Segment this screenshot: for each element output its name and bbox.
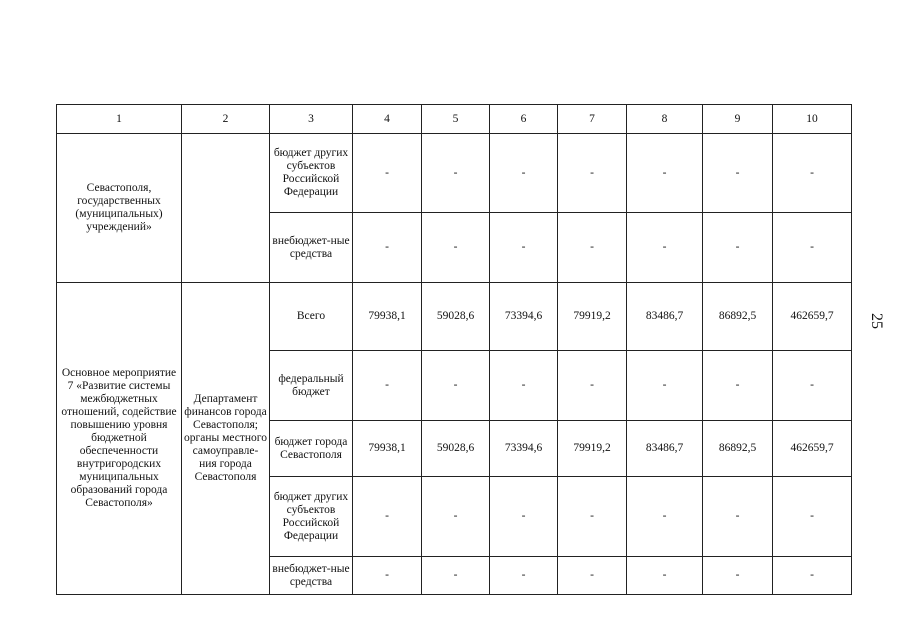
source-cell: бюджет других субъектов Российской Федерации <box>270 134 353 213</box>
value-cell: - <box>353 213 422 283</box>
value-cell: - <box>422 477 490 557</box>
value-cell: - <box>703 557 773 595</box>
value-cell: - <box>490 134 558 213</box>
value-cell: - <box>422 134 490 213</box>
value-cell: - <box>773 557 852 595</box>
budget-table <box>56 104 852 595</box>
header-cell: 3 <box>270 105 353 134</box>
value-cell: 83486,7 <box>627 421 703 477</box>
source-cell: Всего <box>270 283 353 351</box>
value-cell: - <box>353 557 422 595</box>
responsible-cell: Департамент финансов города Севастополя; органы местного самоуправле-ния города Севастополя <box>182 283 270 595</box>
value-cell: 83486,7 <box>627 283 703 351</box>
value-cell: - <box>353 134 422 213</box>
source-cell: бюджет города Севастополя <box>270 421 353 477</box>
activity-name-cell: Основное мероприятие 7 «Развитие системы межбюджетных отношений, содействие повышению уровня бюджетной обеспеченности внутригородских муниципальных образований города Севастополя» <box>57 283 182 595</box>
value-cell: - <box>558 351 627 421</box>
header-cell: 4 <box>353 105 422 134</box>
value-cell: - <box>490 213 558 283</box>
value-cell: - <box>773 213 852 283</box>
value-cell: 73394,6 <box>490 421 558 477</box>
source-cell: бюджет других субъектов Российской Федерации <box>270 477 353 557</box>
header-row <box>57 105 852 134</box>
value-cell: 86892,5 <box>703 421 773 477</box>
page-number: 25 <box>868 313 885 329</box>
value-cell: - <box>422 213 490 283</box>
value-cell: 79938,1 <box>353 421 422 477</box>
table-row <box>57 134 852 213</box>
value-cell: 59028,6 <box>422 421 490 477</box>
value-cell: - <box>703 213 773 283</box>
responsible-cell <box>182 134 270 283</box>
table-row <box>57 283 852 351</box>
value-cell: - <box>627 557 703 595</box>
value-cell: - <box>773 351 852 421</box>
header-cell: 8 <box>627 105 703 134</box>
value-cell: - <box>422 351 490 421</box>
source-cell: внебюджет-ные средства <box>270 213 353 283</box>
source-cell: внебюджет-ные средства <box>270 557 353 595</box>
header-cell: 1 <box>57 105 182 134</box>
value-cell: - <box>703 477 773 557</box>
value-cell: 462659,7 <box>773 421 852 477</box>
value-cell: - <box>353 351 422 421</box>
value-cell: - <box>558 557 627 595</box>
header-cell: 9 <box>703 105 773 134</box>
value-cell: - <box>773 477 852 557</box>
value-cell: - <box>422 557 490 595</box>
value-cell: 73394,6 <box>490 283 558 351</box>
value-cell: - <box>558 213 627 283</box>
value-cell: - <box>353 477 422 557</box>
value-cell: - <box>627 351 703 421</box>
value-cell: 79919,2 <box>558 283 627 351</box>
value-cell: - <box>558 477 627 557</box>
value-cell: 86892,5 <box>703 283 773 351</box>
value-cell: - <box>490 477 558 557</box>
value-cell: - <box>703 134 773 213</box>
header-cell: 2 <box>182 105 270 134</box>
header-cell: 7 <box>558 105 627 134</box>
value-cell: - <box>627 134 703 213</box>
value-cell: - <box>558 134 627 213</box>
value-cell: - <box>627 213 703 283</box>
value-cell: - <box>773 134 852 213</box>
value-cell: 59028,6 <box>422 283 490 351</box>
value-cell: - <box>490 351 558 421</box>
value-cell: - <box>627 477 703 557</box>
source-cell: федеральный бюджет <box>270 351 353 421</box>
value-cell: 79919,2 <box>558 421 627 477</box>
value-cell: - <box>703 351 773 421</box>
value-cell: 79938,1 <box>353 283 422 351</box>
activity-name-cell: Севастополя, государственных (муниципальных) учреждений» <box>57 134 182 283</box>
value-cell: 462659,7 <box>773 283 852 351</box>
header-cell: 5 <box>422 105 490 134</box>
value-cell: - <box>490 557 558 595</box>
header-cell: 10 <box>773 105 852 134</box>
header-cell: 6 <box>490 105 558 134</box>
